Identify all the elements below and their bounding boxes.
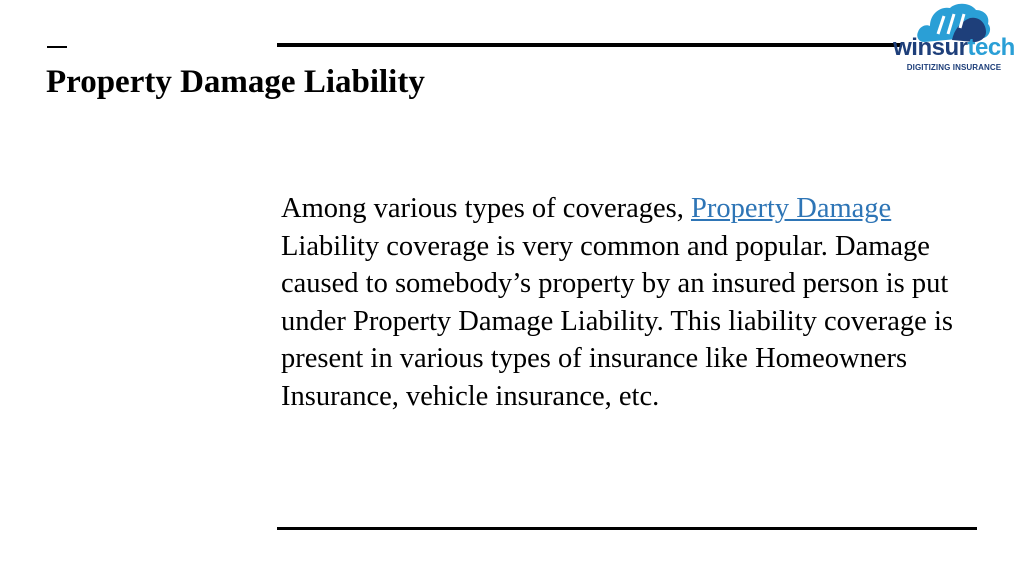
body-text-before-link: Among various types of coverages, (281, 193, 691, 224)
logo-wordmark-accent: tech (967, 34, 1015, 61)
logo-wordmark (886, 35, 1022, 61)
top-divider (277, 43, 902, 47)
bottom-divider (277, 527, 977, 530)
body-paragraph (281, 190, 981, 415)
slide-title: Property Damage Liability (46, 64, 425, 100)
logo-tagline: DIGITIZING INSURANCE (906, 63, 1002, 72)
body-text-after-link: Liability coverage is very common and popular. Damage caused to somebody’s property by an insured person is put under Property Damage Liability. This liability coverage is present in various types of insurance like Homeowners Insurance, vehicle insurance, etc. (281, 230, 953, 412)
company-logo (886, 2, 1022, 76)
property-damage-link[interactable]: Property Damage (690, 193, 892, 224)
logo-wordmark-main: winsur (893, 34, 968, 61)
title-dash (47, 46, 67, 48)
